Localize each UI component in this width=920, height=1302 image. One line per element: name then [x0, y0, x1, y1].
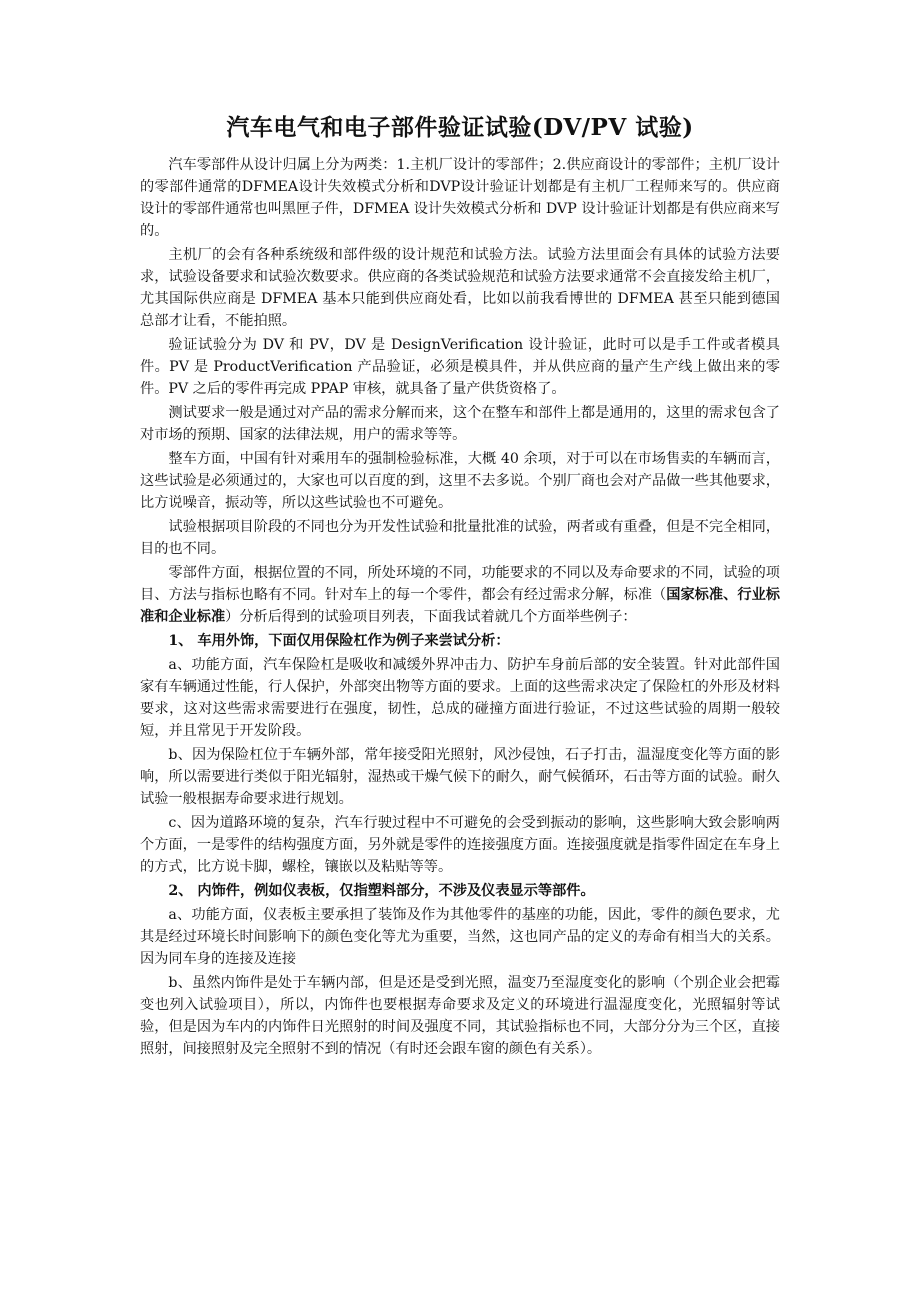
paragraph-dv-pv-definition: 验证试验分为 DV 和 PV，DV 是 DesignVerification 设计验证，此时可以是手工件或者模具件。PV 是 ProductVerification 产品验证，必须是模具件，并从供应商的量产生产线上做出来的零件。PV 之后的零件再完成 PPAP 审核，就具备了量产供货资格了。 [140, 337, 780, 397]
paragraph-vehicle-level: 整车方面，中国有针对乘用车的强制检验标准，大概 40 余项，对于可以在市场售卖的车辆而言，这些试验是必须通过的，大家也可以百度的到，这里不去多说。个别厂商也会对产品做一些其他要求，比方说噪音，振动等，所以这些试验也不可避免。 [140, 451, 780, 511]
paragraph-bumper-vibration: c、因为道路环境的复杂，汽车行驶过程中不可避免的会受到振动的影响，这些影响大致会影响两个方面，一是零件的结构强度方面，另外就是零件的连接强度方面。连接强度就是指零件固定在车身上的方式，比方说卡脚，螺栓，镶嵌以及粘贴等等。 [140, 815, 780, 875]
document-page [140, 112, 780, 1062]
paragraph-bumper-function: a、功能方面，汽车保险杠是吸收和减缓外界冲击力、防护车身前后部的安全装置。针对此部件国家有车辆通过性能，行人保护，外部突出物等方面的要求。上面的这些需求决定了保险杠的外形及材料要求，这对这些需求需要进行在强度，韧性，总成的碰撞方面进行验证，不过这些试验的周期一般较短，并且常见于开发阶段。 [140, 657, 780, 739]
paragraph-dashboard-environment: b、虽然内饰件是处于车辆内部，但是还是受到光照，温变乃至湿度变化的影响（个别企业会把霉变也列入试验项目），所以，内饰件也要根据寿命要求及定义的环境进行温湿度变化，光照辐射等试验，但是因为车内的内饰件日光照射的时间及强度不同，其试验指标也不同，大部分分为三个区，直接照射，间接照射及完全照射不到的情况（有时还会跟车窗的颜色有关系）。 [140, 975, 780, 1057]
paragraph-component-level-pre: 零部件方面，根据位置的不同，所处环境的不同，功能要求的不同以及寿命要求的不同，试验的项目、方法与指标也略有不同。针对车上的每一个零件，都会有经过需求分解，标准（ [140, 565, 780, 603]
document-title: 汽车电气和电子部件验证试验(DV/PV 试验) [226, 114, 694, 141]
standards-emphasis: 国家标准、行业标准和企业标准 [140, 587, 780, 625]
paragraph-project-stages: 试验根据项目阶段的不同也分为开发性试验和批量批准的试验，两者或有重叠，但是不完全相同，目的也不同。 [140, 519, 780, 557]
paragraph-bumper-environment: b、因为保险杠位于车辆外部，常年接受阳光照射，风沙侵蚀，石子打击，温湿度变化等方面的影响，所以需要进行类似于阳光辐射，湿热或干燥气候下的耐久，耐气候循环，石击等方面的试验。耐久试验一般根据寿命要求进行规划。 [140, 747, 780, 807]
paragraph-component-level-post: ）分析后得到的试验项目列表，下面我试着就几个方面举些例子： [225, 609, 637, 625]
paragraph-test-requirements: 测试要求一般是通过对产品的需求分解而来，这个在整车和部件上都是通用的，这里的需求包含了对市场的预期、国家的法律法规，用户的需求等等。 [140, 405, 780, 443]
section-heading-interior: 2、 内饰件，例如仪表板，仅指塑料部分，不涉及仪表显示等部件。 [168, 883, 595, 899]
section-heading-exterior: 1、 车用外饰，下面仅用保险杠作为例子来尝试分析： [168, 633, 510, 649]
paragraph-dashboard-function: a、功能方面，仪表板主要承担了装饰及作为其他零件的基座的功能，因此，零件的颜色要求，尤其是经过环境长时间影响下的颜色变化等尤为重要，当然，这也同产品的定义的寿命有相当大的关系。因为同车身的连接及连接 [140, 907, 780, 967]
paragraph-component-level [140, 562, 780, 628]
paragraph-part-classification: 汽车零部件从设计归属上分为两类：1.主机厂设计的零部件；2.供应商设计的零部件；主机厂设计的零部件通常的DFMEA设计失效模式分析和DVP设计验证计划都是有主机厂工程师来写的。供应商设计的零部件通常也叫黑匣子件，DFMEA 设计失效模式分析和 DVP 设计验证计划都是有供应商来写的。 [140, 157, 780, 239]
paragraph-design-specs: 主机厂的会有各种系统级和部件级的设计规范和试验方法。试验方法里面会有具体的试验方法要求，试验设备要求和试验次数要求。供应商的各类试验规范和试验方法要求通常不会直接发给主机厂，尤其国际供应商是 DFMEA 基本只能到供应商处看，比如以前我看博世的 DFMEA 甚至只能到德国总部才让看，不能拍照。 [140, 247, 780, 329]
